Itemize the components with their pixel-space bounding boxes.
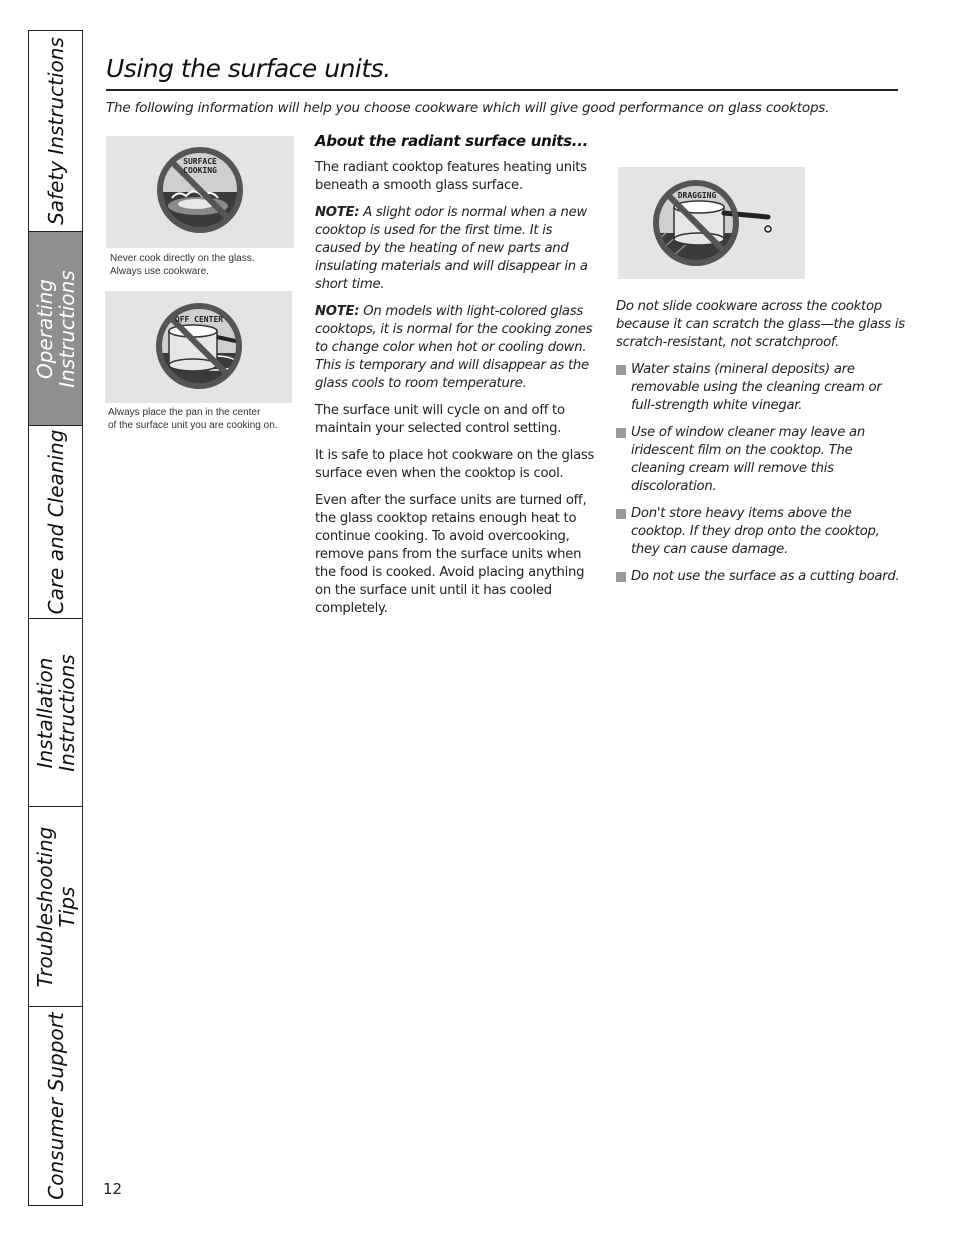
tab-safety-instructions[interactable] — [29, 31, 82, 232]
paragraph: Even after the surface units are turned off, the glass cooktop retains enough heat to continue cooking. To avoid overcooking, remove pans from the surface units when the food is cooked. Avoid placing anything on the surface unit until it has cooled completely. — [315, 493, 587, 616]
surface-cooking-label-1: SURFACE — [183, 157, 217, 166]
bullet-text: Water stains (mineral deposits) are removable using the cleaning cream or full-strength white vinegar. — [631, 362, 882, 413]
tab-troubleshooting-tips[interactable] — [29, 807, 82, 1007]
paragraph: The surface unit will cycle on and off to maintain your selected control setting. — [315, 403, 565, 436]
cooktop-care-column — [616, 298, 906, 595]
page-title: Using the surface units. — [106, 54, 391, 83]
list-item — [616, 568, 906, 586]
radiant-units-column — [315, 132, 600, 627]
off-center-caption: Always place the pan in the center of the surface unit you are cooking on. — [108, 407, 278, 431]
bullet-square-icon — [616, 428, 626, 438]
bullet-text: Do not use the surface as a cutting board. — [631, 569, 900, 584]
note-label: NOTE: — [315, 304, 360, 319]
bullet-text: Use of window cleaner may leave an iridescent film on the cooktop. The cleaning cream will remove this discoloration. — [631, 425, 865, 494]
tab-label: Consumer Support — [43, 1012, 68, 1200]
bullet-square-icon — [616, 509, 626, 519]
tab-label: Safety Instructions — [43, 37, 68, 225]
page-number: 12 — [103, 1180, 123, 1198]
tab-label: Care and Cleaning — [43, 429, 68, 615]
list-item — [616, 361, 906, 415]
tab-consumer-support[interactable] — [29, 1007, 82, 1205]
list-item — [616, 424, 906, 496]
tab-care-and-cleaning[interactable] — [29, 426, 82, 619]
note-label: NOTE: — [315, 205, 360, 220]
note-text: On models with light-colored glass cooktops, it is normal for the cooking zones to change color when hot or cooling down. This is temporary and will disappear as the glass cools to room temperature. — [315, 304, 593, 391]
paragraph: It is safe to place hot cookware on the glass surface even when the cooktop is cool. — [315, 448, 595, 481]
off-center-label: OFF CENTER — [174, 315, 224, 324]
note-odor — [315, 204, 600, 294]
title-divider — [106, 89, 898, 91]
off-center-illustration — [105, 291, 292, 403]
bullet-square-icon — [616, 572, 626, 582]
tab-label: Troubleshooting Tips — [32, 826, 79, 987]
tab-label: Installation Instructions — [32, 653, 79, 772]
note-color-change — [315, 303, 600, 393]
tab-label: Operating Instructions — [32, 269, 79, 388]
radiant-units-heading: About the radiant surface units... — [315, 132, 588, 150]
surface-cooking-illustration — [106, 136, 294, 248]
dragging-illustration — [618, 167, 805, 279]
list-item — [616, 505, 906, 559]
paragraph: The radiant cooktop features heating units beneath a smooth glass surface. — [315, 160, 587, 193]
tab-operating-instructions[interactable] — [29, 232, 82, 426]
section-sidebar — [28, 30, 83, 1206]
intro-text: The following information will help you choose cookware which will give good performance on glass cooktops. — [106, 100, 830, 116]
dragging-caption: Do not slide cookware across the cooktop because it can scratch the glass—the glass is scratch-resistant, not scratchproof. — [616, 299, 905, 350]
surface-cooking-caption: Never cook directly on the glass. Always use cookware. — [110, 253, 255, 277]
bullet-square-icon — [616, 365, 626, 375]
dragging-label: DRAGGING — [677, 191, 717, 200]
surface-cooking-label-2: COOKING — [183, 166, 217, 175]
tab-installation-instructions[interactable] — [29, 619, 82, 807]
bullet-text: Don't store heavy items above the cooktop. If they drop onto the cooktop, they can cause damage. — [631, 506, 880, 557]
note-text: A slight odor is normal when a new cooktop is used for the first time. It is caused by the heating of new parts and insulating materials and will disappear in a short time. — [315, 205, 588, 292]
